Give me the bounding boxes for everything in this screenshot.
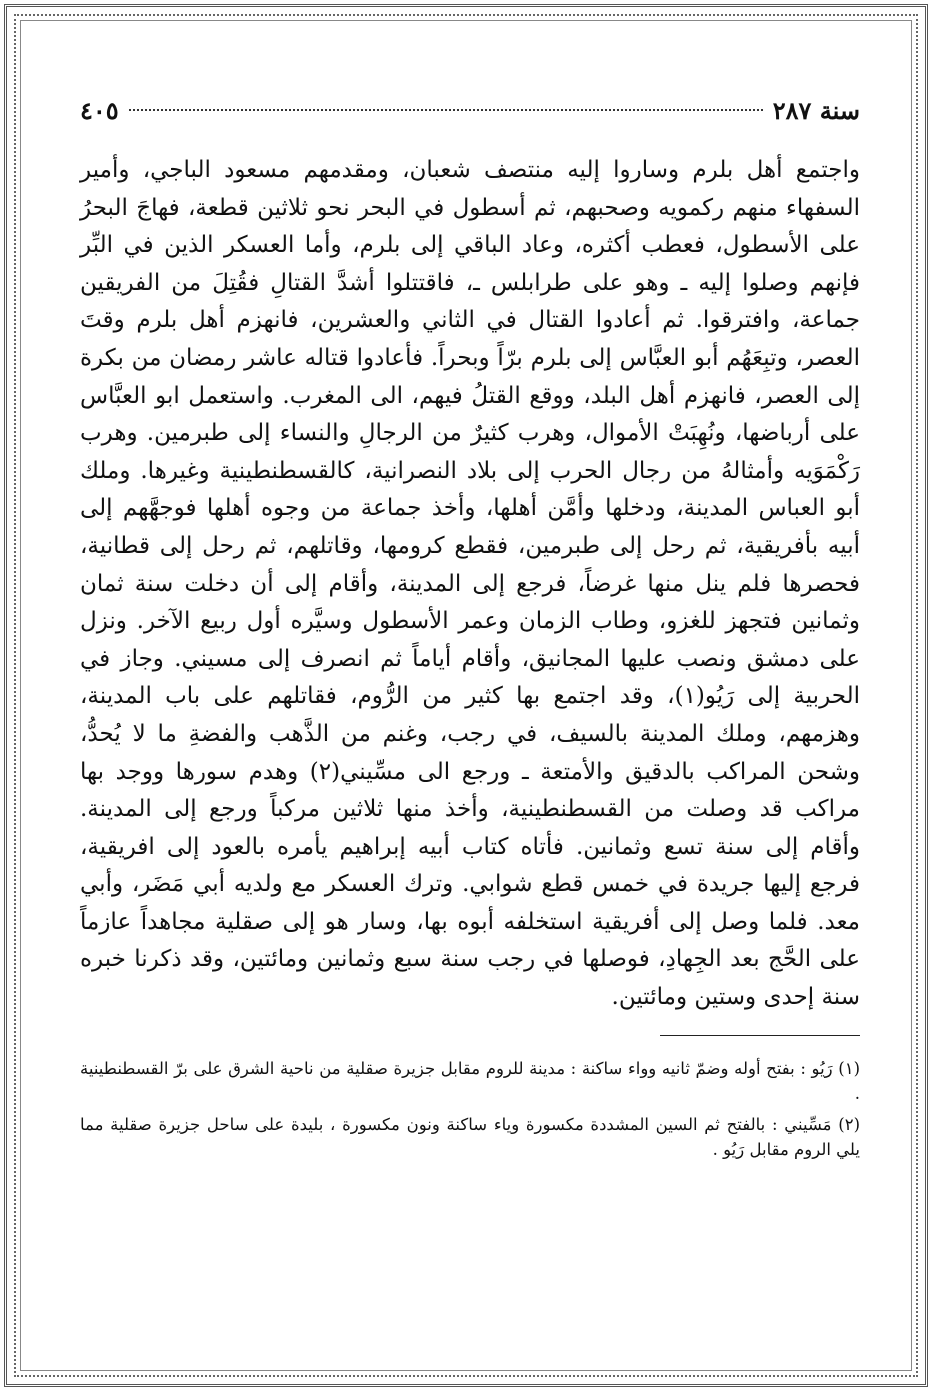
main-text	[80, 152, 860, 1017]
footnotes	[80, 1056, 860, 1162]
footnote-separator	[660, 1035, 860, 1036]
header-year: سنة ٢٨٧	[772, 95, 860, 125]
header-leader-dots	[129, 109, 763, 111]
main-paragraph: واجتمع أهل بلرم وساروا إليه منتصف شعبان، ومقدمهم مسعود الباجي، وأمير السفهاء منهم ركمويه وصحبهم، ثم أسطول في البحر نحو ثلاثين قطعة، فهاجَ البحرُ على الأسطول، فعطب أكثره، وعاد الباقي إلى بلرم، وأما العسكر الذين في البِّر فإنهم وصلوا إليه ـ وهو على طرابلس ـ، فاقتتلوا أشدَّ القتالِ فقُتِلَ من الفريقين جماعة، وافترقوا. ثم أعادوا القتال في الثاني والعشرين، فانهزم أهل بلرم وقتَ العصر، وتبِعَهُم أبو العبَّاس إلى بلرم برّاً وبحراً. فأعادوا قتاله عاشر رمضان من بكرة إلى العصر، فانهزم أهل البلد، ووقع القتلُ فيهم، الى المغرب. واستعمل ابو العبَّاس على أرباضها، ونُهِبَتْ الأموال، وهرب كثيرٌ من الرجالِ والنساء إلى طبرمين. وهرب رَكْمَوَيه وأمثالهُ من رجال الحرب إلى بلاد النصرانية، كالقسطنطينية وغيرها. وملك أبو العباس المدينة، ودخلها وأمَّن أهلها، وأخذ جماعة من وجوه أهلها فوجهَّهم إلى أبيه بأفريقية، ثم رحل إلى طبرمين، فقطع كرومها، وقاتلهم، ثم رحل إلى قطانية، فحصرها فلم ينل منها غرضاً، فرجع إلى المدينة، وأقام إلى أن دخلت سنة ثمان وثمانين فتجهز للغزو، وطاب الزمان وعمر الأسطول وسيَّره أول ربيع الآخر. ونزل على دمشق ونصب عليها المجانيق، وأقام أياماً ثم انصرف إلى مسيني. وجاز في الحربية إلى رَيُو(١)، وقد اجتمع بها كثير من الرُّوم، فقاتلهم على باب المدينة، وهزمهم، وملك المدينة بالسيف، في رجب، وغنم من الذَّهب والفضةِ ما لا يُحدُّ، وشحن المراكب بالدقيق والأمتعة ـ ورجع الى مسِّيني(٢) وهدم سورها ووجد بها مراكب قد وصلت من القسطنطينية، وأخذ منها ثلاثين مركباً ورجع إلى المدينة. وأقام إلى سنة تسع وثمانين. فأتاه كتاب أبيه إبراهيم يأمره بالعود إلى افريقية، فرجع إليها جريدة في خمس قطع شوابي. وترك العسكر مع ولديه أبي مَضَر، وأبي معد. فلما وصل إلى أفريقية استخلفه أبوه بها، وسار هو إلى صقلية مجاهداً عازماً على الحَّج بعد الجِهادِ، فوصلها في رجب سنة سبع وثمانين ومائتين، وقد ذكرنا خبره سنة إحدى وستين ومائتين.	[80, 157, 860, 1011]
page-number: ٤٠٥	[80, 95, 119, 125]
running-header	[80, 90, 860, 130]
page-content	[80, 90, 860, 1168]
footnote-1: (١) رَيُو : بفتح أوله وضمّ ثانيه وواء ساكنة : مدينة للروم مقابل جزيرة صقلية من ناحية الشرق على برّ القسطنطينية .	[80, 1058, 860, 1103]
footnote-2: (٢) مَسِّيني : بالفتح ثم السين المشددة مكسورة وياء ساكنة ونون مكسورة ، بليدة على ساحل جزيرة صقلية مما يلي الروم مقابل رَيُو .	[80, 1114, 860, 1159]
